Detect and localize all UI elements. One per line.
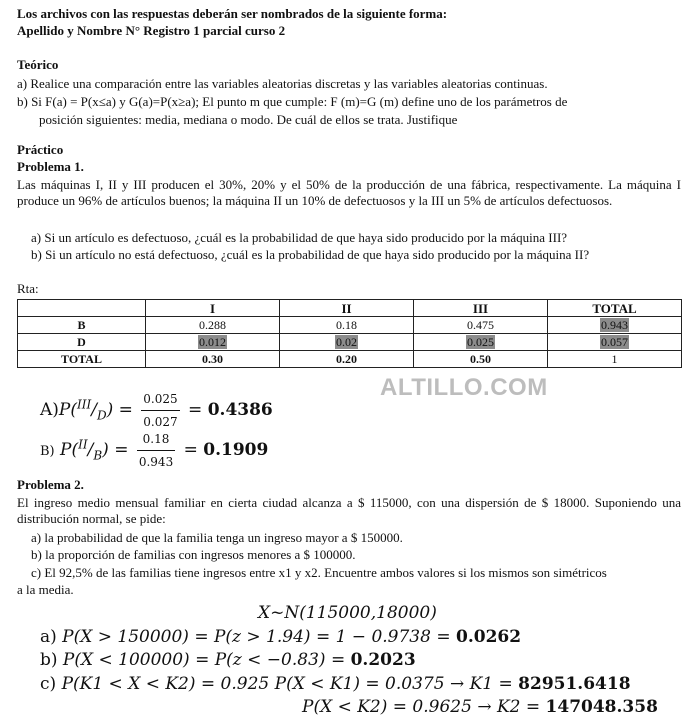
problem-1-question-b: b) Si un artículo no está defectuoso, ¿cuál es la probabilidad de que haya sido producido por la máquina II? [31, 247, 590, 262]
highlighted-value: 0.943 [601, 317, 628, 332]
table-cell: 0.30 [146, 351, 280, 368]
table-header-cell: III [414, 300, 548, 317]
table-cell: 0.20 [280, 351, 414, 368]
table-cell: 0.288 [146, 317, 280, 334]
fraction-denominator: 0.027 [143, 415, 178, 429]
teorico-item-b-line2: posición siguientes: media, mediana o modo. De cuál de ellos se trata. Justifique [39, 112, 458, 127]
solution-b-formula: B) $P(^{II}/_B)$ = $\frac{0.18}{0.943}$ = 0.1909 [40, 428, 268, 473]
problem-1-text: Las máquinas I, II y III producen el 30%, 20% y el 50% de la producción de una fábrica, respectivamente. La máquina I produce un 96% de artículos buenos; la máquina II un 10% de defectuosos y la III un 5% de artículos defectuosos. [17, 177, 681, 208]
watermark-logo: ALTILLO.COM [380, 374, 548, 401]
teorico-item-a: a) Realice una comparación entre las variables aleatorias discretas y las variables aleatorias continuas. [17, 76, 548, 91]
fraction-denominator: 0.943 [138, 455, 174, 469]
problem-2-question-c-line1: c) El 92,5% de las familias tiene ingresos entre x1 y x2. Encuentre ambos valores si los mismos son simétricos [31, 565, 607, 580]
solution-2b-result: 0.2023 [350, 650, 416, 670]
solution-2c-expression: P(K1 < X < K2) = 0.925 P(X < K1) = 0.0375 → K1 = [61, 674, 519, 694]
table-cell-highlighted [414, 334, 548, 351]
table-cell-highlighted [146, 334, 280, 351]
table-header-row [18, 300, 682, 317]
solution-a-result: 0.4386 [207, 400, 273, 420]
solution-2a-expression: P(X > 150000) = P(z > 1.94) = 1 − 0.9738 = [62, 627, 456, 647]
problem-1-question-a: a) Si un artículo es defectuoso, ¿cuál es la probabilidad de que haya sido producido por la máquina III? [31, 230, 568, 245]
solution-a-prefix: A) [40, 400, 59, 420]
table-cell: 1 [548, 351, 682, 368]
solution-2b-formula: b) P(X < 100000) = P(z < −0.83) = 0.2023 [40, 650, 416, 670]
table-cell-highlighted [280, 334, 414, 351]
fraction-numerator: 0.025 [141, 388, 179, 411]
problem-1-title: Problema 1. [17, 159, 84, 174]
row-label: D [18, 334, 146, 351]
problem-2-question-c-line2: a la media. [17, 582, 74, 597]
fraction-numerator: 0.18 [137, 428, 175, 451]
highlighted-value: 0.057 [601, 334, 628, 349]
highlighted-value: 0.012 [199, 334, 226, 349]
problem-2-question-a: a) la probabilidad de que la familia tenga un ingreso mayor a $ 150000. [31, 530, 403, 545]
table-cell: 0.475 [414, 317, 548, 334]
solution-2a-formula: a) P(X > 150000) = P(z > 1.94) = 1 − 0.9738 = 0.0262 [40, 627, 522, 647]
highlighted-value: 0.025 [467, 334, 494, 349]
solution-b-result: 0.1909 [203, 440, 269, 460]
problem-2-title: Problema 2. [17, 477, 84, 492]
probability-table [17, 299, 682, 368]
table-cell: 0.18 [280, 317, 414, 334]
highlighted-value: 0.02 [336, 334, 357, 349]
teorico-title: Teórico [17, 57, 59, 72]
row-label: B [18, 317, 146, 334]
table-row [18, 317, 682, 334]
table-cell: 0.50 [414, 351, 548, 368]
solution-2b-expression: P(X < 100000) = P(z < −0.83) = [62, 650, 351, 670]
row-label: TOTAL [18, 351, 146, 368]
table-row [18, 334, 682, 351]
table-cell-highlighted [548, 317, 682, 334]
solution-2c-result: 82951.6418 [518, 674, 631, 694]
instructions-line-2: Apellido y Nombre N° Registro 1 parcial curso 2 [17, 23, 286, 38]
table-cell-highlighted [548, 334, 682, 351]
practico-title: Práctico [17, 142, 64, 157]
solution-2a-result: 0.0262 [456, 627, 522, 647]
table-header-cell [18, 300, 146, 317]
rta-label: Rta: [17, 281, 39, 296]
instructions-line-1: Los archivos con las respuestas deberán ser nombrados de la siguiente forma: [17, 6, 448, 21]
table-header-cell: II [280, 300, 414, 317]
solution-b-prefix: B) [40, 444, 55, 459]
table-header-cell: TOTAL [548, 300, 682, 317]
solution-2c-formula-k2 [302, 696, 658, 718]
solution-2c-k2-expression: P(X < K2) = 0.9625 → K2 = [302, 697, 546, 717]
table-row [18, 351, 682, 368]
problem-2-text: El ingreso medio mensual familiar en cierta ciudad alcanza a $ 115000, con una dispersión de $ 18000. Suponiendo una distribución normal, se pide: [17, 495, 681, 526]
table-header-cell: I [146, 300, 280, 317]
problem-2-question-b: b) la proporción de familias con ingresos menores a $ 100000. [31, 547, 356, 562]
distribution-formula: X~N(115000,18000) [258, 603, 437, 623]
solution-2c-formula: c) P(K1 < X < K2) = 0.925 P(X < K1) = 0.0375 → K1 = 82951.6418 [40, 674, 631, 694]
solution-2c-k2-result: 147048.358 [545, 697, 658, 717]
solution-a-fraction [141, 388, 179, 433]
solution-a-formula: $A)P(^{III}/_D)$ = $\frac{0.025}{0.027}$ = 0.4386 [40, 388, 273, 433]
solution-b-fraction [137, 428, 175, 473]
teorico-item-b-line1: b) Si F(a) = P(x≤a) y G(a)=P(x≥a); El punto m que cumple: F (m)=G (m) define uno de los parámetros de [17, 94, 568, 109]
